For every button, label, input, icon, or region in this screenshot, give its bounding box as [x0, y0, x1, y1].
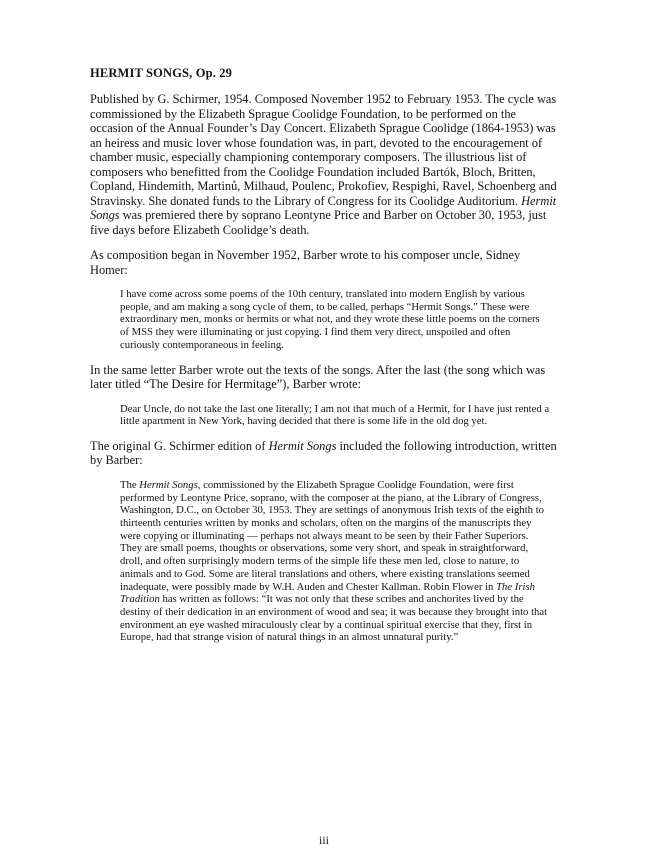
text-run: , commissioned by the Elizabeth Sprague Coolidge Foundation, were first performed by Leontyne Price, soprano, with the composer at the piano, at the Library of Congress, Washington, D.C., on October 30, 1953. They are settings of anonymous Irish texts of the eighth to thirteenth centuries written by monks and scholars, often on the margins of the manuscripts they were copying or illuminating — perhaps not always meant to be seen by their Father Superiors. They are small poems, thoughts or observations, some very short, and speak in straightforward, droll, and often surprisingly modern terms of the simple life these men led, close to nature, to animals and to God. Some are literal translations and others, where existing translations seemed inadequate, were possibly made by W.H. Auden and Chester Kallman. Robin Flower in [120, 478, 545, 593]
paragraph-publication [90, 92, 560, 237]
paragraph-edition-intro [90, 439, 560, 468]
blockquote-dear-uncle [120, 403, 550, 428]
text-run: In the same letter Barber wrote out the texts of the songs. After the last (the song which was later titled “The Desire for Hermitage”), Barber wrote: [90, 362, 546, 392]
text-run-italic: Hermit Songs [90, 193, 557, 222]
text-run: The [120, 478, 140, 491]
text-run: The original G. Schirmer edition of [90, 438, 269, 453]
text-run: I have come across some poems of the 10th century, translated into modern English by various people, and am making a song cycle of them, to be called, perhaps “Hermit Songs.” These were extraordinary men, monks or hermits or what not, and they wrote these little poems on the corners of MSS they were illuminating or just copying. I find them very direct, unspoiled and often curiously contemporaneous in feeling. [120, 288, 540, 351]
page-number: iii [318, 833, 329, 847]
text-run-italic: Hermit Songs [268, 438, 337, 453]
page-title: HERMIT SONGS, Op. 29 [90, 66, 233, 80]
text-run: Published by G. Schirmer, 1954. Composed November 1952 to February 1953. The cycle was commissioned by the Elizabeth Sprague Coolidge Foundation, to be performed on the occasion of the Annual Founder’s Day Concert. Elizabeth Sprague Coolidge (1864-1953) was an heiress and music lover whose foundation was, in part, devoted to the encouragement of chamber music, especially championing contemporary composers. The illustrious list of composers who benefitted from the Coolidge Foundation included Bartók, Bloch, Britten, Copland, Hindemith, Martinů, Milhaud, Poulenc, Prokofiev, Respighi, Ravel, Schoenberg and Stravinsky. She donated funds to the Library of Congress for its Coolidge Auditorium. [90, 92, 557, 208]
paragraph-letter-intro [90, 248, 560, 277]
text-run-italic: The Irish Tradition [120, 580, 535, 606]
text-run: was premiered there by soprano Leontyne Price and Barber on October 30, 1953, just five days before Elizabeth Coolidge’s death. [90, 208, 547, 237]
paragraph-song-texts [90, 363, 560, 392]
text-run-italic: Hermit Songs [139, 478, 198, 491]
text-run: included the following introduction, written by Barber: [90, 438, 557, 468]
text-run: has written as follows: “It was not only that these scribes and anchorites lived by the destiny of their dedication in an environment of wood and sea; it was because they brought into that environment an eye washed miraculously clear by a continual spiritual exercise that they, first in Europe, had that strange vision of natural things in an almost unnatural purity.” [120, 593, 548, 644]
text-run: As composition began in November 1952, Barber wrote to his composer uncle, Sidney Homer: [90, 248, 521, 277]
text-run: Dear Uncle, do not take the last one literally; I am not that much of a Hermit, for I have just rented a little apartment in New York, having decided that there is some life in the old dog yet. [120, 402, 550, 428]
blockquote-homer-letter [120, 288, 550, 352]
blockquote-schirmer-introduction [120, 479, 550, 644]
